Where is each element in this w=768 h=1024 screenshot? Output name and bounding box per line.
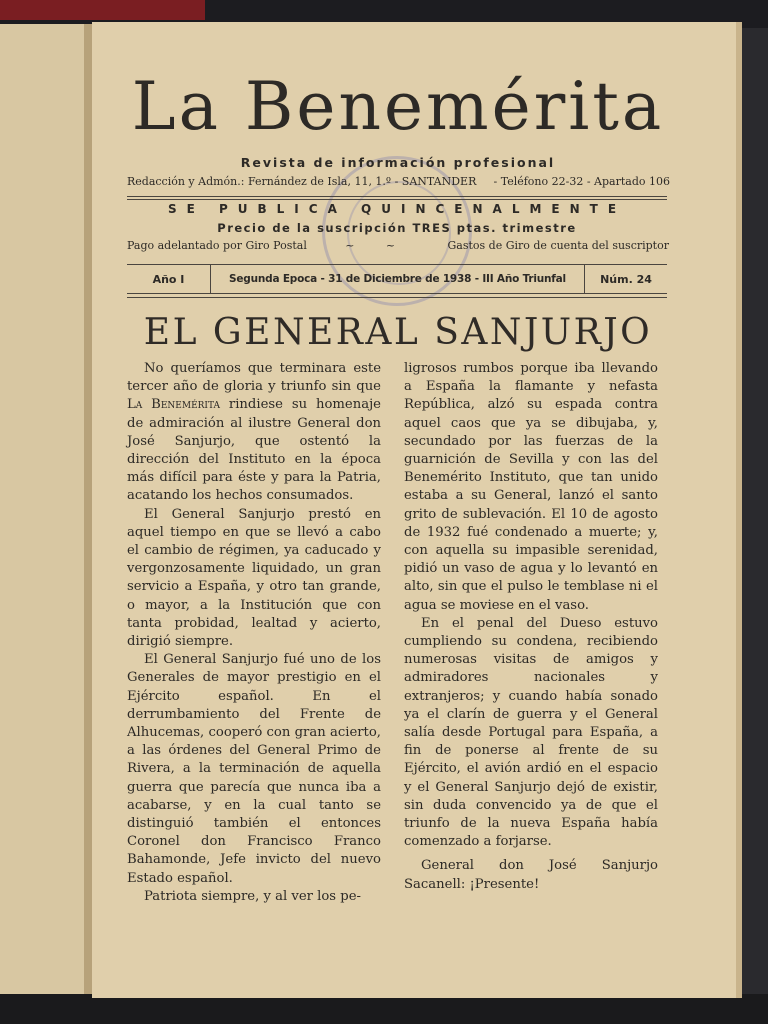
address-right: - Teléfono 22-32 - Apartado 106 <box>493 175 670 188</box>
payment-ornament: ~ ~ <box>345 239 410 252</box>
subscription-price: Precio de la suscripción TRES ptas. trimestre <box>217 221 577 235</box>
article-headline: EL GENERAL SANJURJO <box>143 312 653 353</box>
payment-right: Gastos de Giro de cuenta del suscriptor <box>447 239 669 252</box>
paragraph <box>127 360 381 506</box>
article-column-right <box>404 360 658 894</box>
masthead-subtitle: Revista de información profesional <box>240 155 556 170</box>
paragraph-text: No queríamos que terminara este tercer año de gloria y triunfo sin que <box>127 361 381 395</box>
divider-rule <box>127 199 667 200</box>
payment-left: Pago adelantado por Giro Postal <box>127 239 307 252</box>
book-binding-band <box>0 0 205 20</box>
address-line <box>127 175 670 188</box>
divider-rule <box>127 297 667 298</box>
paragraph: En el penal del Dueso estuvo cumpliendo su condena, recibiendo numerosas visitas de amigos y admiradores nacionales y extranjeros; y cuando había sonado ya el clarín de guerra y el General salía desde Portugal para España, a fin de ponerse al frente de su Ejército, el avión ardió en el espacio y el General Sanjurjo dejó de existir, sin duda convencido ya de que el triunfo de la nueva España había comenzado a forjarse. <box>404 615 658 850</box>
magazine-name-inline: La Benemérita <box>127 397 220 413</box>
paragraph: ligrosos rumbos porque iba llevando a España la flamante y nefasta República, alzó su espada contra aquel caos que ya se dibujaba, y, secundado por las fuerzas de la guarnición de Sevilla y con las del Benemérito Instituto, que tan unido estaba a su General, lanzó el santo grito de sublevación. El 10 de agosto de 1932 fué condenado a muerte; y, con aquella su impasible serenidad, pidió un vaso de agua y lo levantó en alto, sin que el pulso le temblase ni el agua se moviese en el vaso. <box>404 361 658 613</box>
paragraph: El General Sanjurjo fué uno de los Generales de mayor prestigio en el Ejército español. En el derrumbamiento del Frente de Alhucemas, cooperó con gran acierto, a las órdenes del General Primo de Rivera, a la terminación de aquella guerra que parecía que nunca iba a acabarse, y en la cual tanto se distinguió también el entonces Coronel don Francisco Franco Bahamonde, Jefe invicto del nuevo Estado español. <box>127 652 381 886</box>
previous-page-edge <box>0 24 92 994</box>
paragraph: El General Sanjurjo prestó en aquel tiempo en que se llevó a cabo el cambio de régimen, ya caducado y vergonzosamente liquidado, un gran servicio a España, y otro tan grande, o mayor, a la Institución que con tanta probidad, lealtad y acierto, dirigió siempre. <box>127 506 381 650</box>
magazine-page <box>92 22 742 998</box>
scan-background-bottom <box>0 994 768 1024</box>
closing-line: General don José Sanjurjo Sacanell: ¡Presente! <box>404 858 658 892</box>
publication-frequency: SE PUBLICA QUINCENALMENTE <box>167 202 627 216</box>
issue-date: Segunda Epoca - 31 de Diciembre de 1938 - III Año Triunfal <box>211 265 585 293</box>
issue-year: Año I <box>127 265 211 293</box>
divider-rule <box>127 196 667 197</box>
payment-line <box>127 239 669 252</box>
issue-number: Núm. 24 <box>600 272 652 286</box>
issue-info-bar <box>127 264 667 294</box>
paragraph-text: rindiese su homenaje de admiración al ilustre General don José Sanjurjo, que ostentó la dirección del Instituto en la época más difícil para éste y para la Patria, acatando los hechos consumados. <box>127 397 381 504</box>
article-column-left <box>127 360 381 906</box>
address-left: Redacción y Admón.: Fernández de Isla, 11, 1.º - SANTANDER <box>127 175 477 188</box>
paragraph: Patriota siempre, y al ver los pe- <box>144 888 361 904</box>
masthead-title: La Benemérita <box>131 68 665 145</box>
